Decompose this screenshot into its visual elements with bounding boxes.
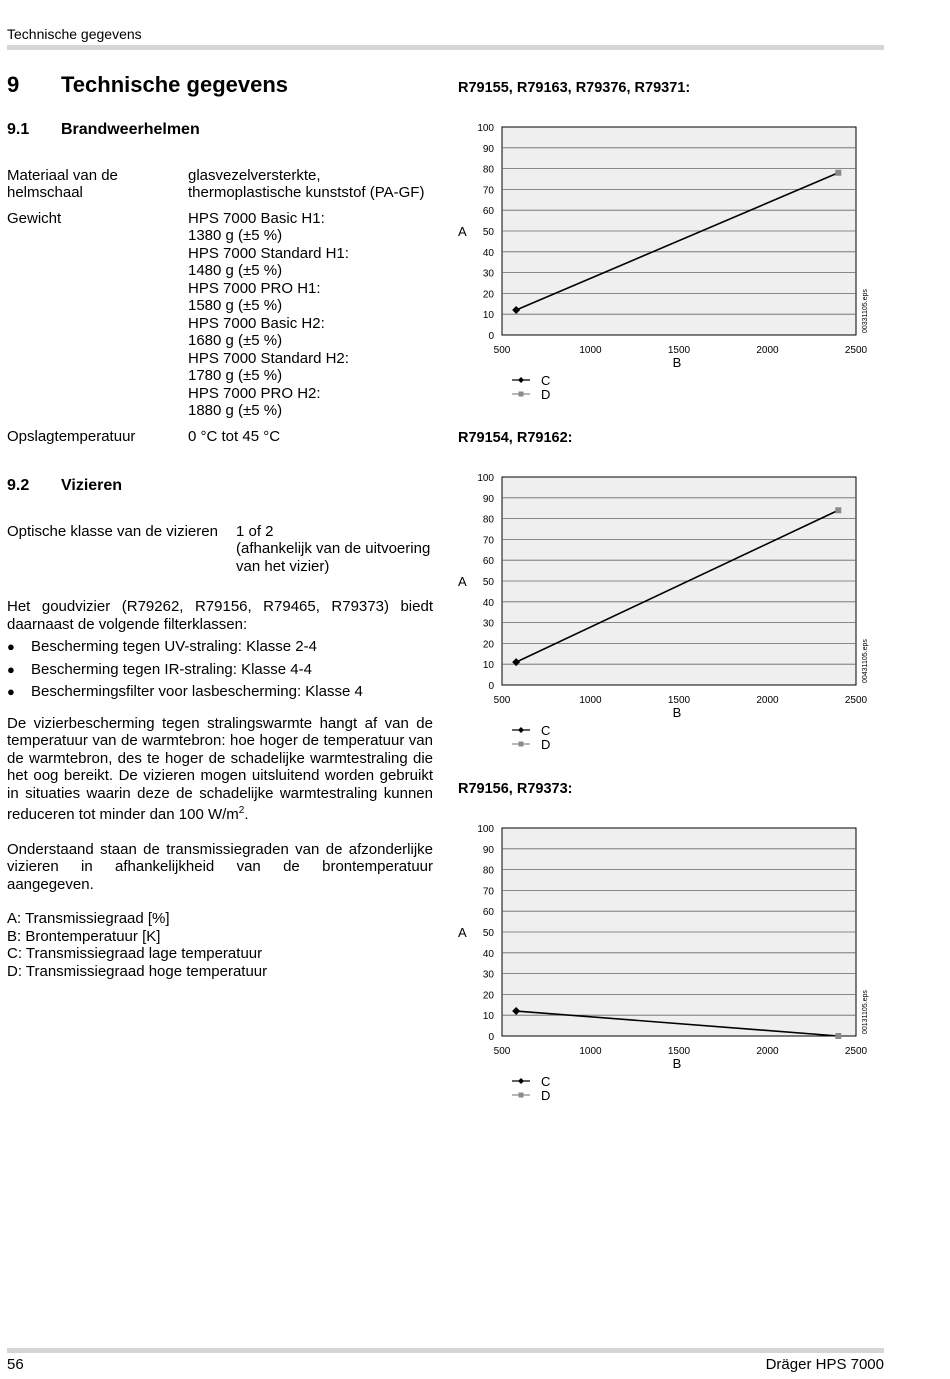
legend-label-c: C (541, 373, 551, 388)
chart-2 (450, 465, 880, 750)
footer-rule (7, 1348, 884, 1353)
legend-marker-d (519, 392, 524, 397)
file-tag: 00131105.eps (862, 990, 869, 1034)
value-line: glasvezelversterkte, (188, 166, 321, 184)
value-line: HPS 7000 Basic H2: (188, 314, 325, 332)
x-tick-label: 1000 (579, 1046, 602, 1057)
y-tick-label: 20 (482, 990, 494, 1002)
section-title: Brandweerhelmen (61, 121, 200, 138)
section-9-1-heading (7, 121, 433, 139)
section-title: Technische gegevens (61, 72, 289, 97)
legend-label-d: D (541, 1088, 551, 1103)
definition-b: B: Brontemperatuur [K] (7, 927, 161, 945)
spec-row (7, 210, 433, 420)
paragraph-text: De vizierbescherming tegen stralingswarmte hangt af van de temperatuur van de warmtebron: hoe hoger de temperatuur van de warmtebron, des te hoger de schadelijke warmtestraling die het oog bereikt. De vizieren mogen uitsluitend worden gebruikt in situaties waarin deze de schadelijke warmtestraling kunnen reduceren tot minder dan 100 W/m (7, 714, 433, 823)
bullet-icon: ● (7, 661, 15, 677)
spec-key: Optische klasse van de vizieren (7, 522, 218, 540)
key-line: Materiaal van de (7, 166, 118, 184)
spec-key (7, 210, 188, 420)
x-tick-label: 1000 (579, 345, 602, 356)
spec-value (188, 210, 433, 420)
data-point-d (835, 170, 841, 176)
spec-key (7, 167, 188, 202)
y-tick-label: 50 (482, 227, 494, 238)
list-item (7, 683, 433, 706)
y-tick-label: 10 (482, 1011, 494, 1023)
running-header: Technische gegevens (7, 26, 142, 42)
value-line: van het vizier) (236, 557, 330, 575)
value-line: (afhankelijk van de uitvoering (236, 540, 431, 557)
value-line: 0 °C tot 45 °C (188, 427, 281, 445)
list-item (7, 638, 433, 661)
x-tick-label: 2500 (844, 1046, 868, 1057)
y-tick-label: 60 (482, 907, 494, 919)
x-tick-label: 1000 (579, 695, 602, 706)
key-line: Opslagtemperatuur (7, 427, 136, 445)
y-tick-label: 30 (482, 969, 494, 981)
value-line: 1680 g (±5 %) (188, 332, 283, 349)
legend-marker-d (519, 1093, 524, 1098)
axis-definitions (7, 910, 433, 980)
value-line: HPS 7000 Standard H2: (188, 349, 349, 367)
legend-label-d: D (541, 387, 551, 402)
value-line: HPS 7000 PRO H2: (188, 384, 321, 402)
y-tick-label: 30 (482, 618, 494, 630)
section-9-heading (7, 72, 433, 106)
chart-1-title: R79155, R79163, R79376, R79371: (458, 80, 691, 96)
legend-marker-c (518, 377, 524, 383)
y-tick-label: 100 (477, 824, 494, 835)
y-tick-label: 0 (488, 1032, 494, 1043)
left-column (7, 72, 433, 980)
x-tick-label: 1500 (667, 345, 691, 356)
y-tick-label: 10 (482, 310, 494, 322)
y-tick-label: 10 (482, 660, 494, 672)
header-rule (7, 45, 884, 50)
y-tick-label: 60 (482, 206, 494, 218)
section-number: 9 (7, 72, 20, 97)
y-tick-label: 90 (482, 844, 494, 856)
section-9-2-heading (7, 477, 433, 495)
list-item-text: Beschermingsfilter voor lasbescherming: Klasse 4 (31, 683, 363, 700)
definition-a: A: Transmissiegraad [%] (7, 910, 170, 927)
y-tick-label: 90 (482, 143, 494, 155)
y-tick-label: 40 (482, 597, 494, 609)
x-tick-label: 1500 (667, 1046, 691, 1057)
spec-key (7, 428, 188, 446)
value-line: HPS 7000 Basic H1: (188, 209, 325, 227)
y-tick-label: 50 (482, 928, 494, 939)
x-tick-label: 2000 (756, 695, 779, 706)
y-tick-label: 100 (477, 123, 494, 134)
y-axis-label: A (458, 574, 467, 589)
chart-2-title: R79154, R79162: (458, 430, 573, 446)
x-tick-label: 500 (493, 1046, 511, 1057)
bullet-icon: ● (7, 639, 15, 654)
x-tick-label: 2000 (756, 1046, 779, 1057)
y-tick-label: 30 (482, 268, 494, 280)
optic-class-row (7, 523, 433, 576)
value-line: 1780 g (±5 %) (188, 367, 283, 384)
transmission-paragraph: Onderstaand staan de transmissiegraden van de afzonderlijke vizieren in afhankelijkheid van de brontemperatuur aangegeven. (7, 840, 433, 893)
bullet-icon: ● (7, 684, 15, 699)
y-tick-label: 50 (482, 577, 494, 588)
y-tick-label: 90 (482, 493, 494, 505)
superscript: 2 (238, 805, 245, 816)
x-tick-label: 2000 (756, 345, 779, 356)
y-tick-label: 0 (488, 681, 494, 692)
key-line: helmschaal (7, 184, 83, 201)
legend-label-c: C (541, 1074, 551, 1089)
chart-3-title: R79156, R79373: (458, 781, 573, 797)
heat-radiation-paragraph (7, 715, 433, 824)
legend-label-d: D (541, 737, 551, 752)
value-line: HPS 7000 Standard H1: (188, 244, 349, 262)
legend-marker-c (518, 727, 524, 733)
y-tick-label: 70 (482, 535, 494, 547)
chart-1 (450, 115, 880, 400)
y-tick-label: 70 (482, 185, 494, 197)
x-tick-label: 2500 (844, 695, 868, 706)
y-tick-label: 80 (482, 865, 494, 877)
x-tick-label: 2500 (844, 345, 868, 356)
value-line: 1380 g (±5 %) (188, 227, 283, 244)
y-tick-label: 60 (482, 556, 494, 568)
y-tick-label: 0 (488, 331, 494, 342)
value-line: 1480 g (±5 %) (188, 262, 283, 279)
x-tick-label: 1500 (667, 695, 691, 706)
helmet-spec-table (7, 167, 433, 446)
x-axis-label: B (672, 705, 682, 720)
definition-d: D: Transmissiegraad hoge temperatuur (7, 962, 268, 980)
x-tick-label: 500 (493, 345, 511, 356)
y-axis-label: A (458, 224, 467, 239)
x-axis-label: B (672, 1056, 682, 1071)
section-title: Vizieren (61, 477, 123, 494)
y-tick-label: 70 (482, 886, 494, 898)
data-point-d (835, 1033, 841, 1039)
footer-product: Dräger HPS 7000 (765, 1356, 884, 1373)
file-tag: 00431105.eps (862, 639, 869, 683)
x-axis-label: B (672, 355, 682, 370)
y-axis-label: A (458, 925, 467, 940)
legend-marker-d (519, 742, 524, 747)
section-number: 9.1 (7, 121, 30, 138)
list-item-text: Bescherming tegen IR-straling: Klasse 4-4 (31, 660, 312, 678)
value-line: HPS 7000 PRO H1: (188, 279, 321, 297)
definition-c: C: Transmissiegraad lage temperatuur (7, 945, 263, 962)
data-point-d (835, 507, 841, 513)
x-tick-label: 500 (493, 695, 511, 706)
list-item (7, 661, 433, 684)
y-tick-label: 80 (482, 164, 494, 176)
spec-row (7, 428, 433, 446)
value-line: 1580 g (±5 %) (188, 297, 283, 314)
legend-marker-c (518, 1078, 524, 1084)
section-number: 9.2 (7, 477, 30, 494)
y-tick-label: 40 (482, 247, 494, 259)
page-number: 56 (7, 1356, 24, 1373)
list-item-text: Bescherming tegen UV-straling: Klasse 2-4 (31, 638, 317, 655)
value-line: 1880 g (±5 %) (188, 402, 283, 419)
value-line: thermoplastische kunststof (PA-GF) (188, 184, 425, 201)
spec-value (188, 428, 433, 446)
y-tick-label: 100 (477, 473, 494, 484)
y-tick-label: 20 (482, 289, 494, 301)
value-line: 1 of 2 (236, 522, 274, 540)
paragraph-end: . (244, 806, 249, 823)
chart-3 (450, 816, 880, 1103)
y-tick-label: 80 (482, 514, 494, 526)
filter-class-list (7, 638, 433, 706)
y-tick-label: 20 (482, 639, 494, 651)
key-line: Gewicht (7, 209, 62, 227)
spec-value (236, 523, 433, 576)
y-tick-label: 40 (482, 948, 494, 960)
legend-label-c: C (541, 723, 551, 738)
file-tag: 00331105.eps (862, 289, 869, 333)
spec-row (7, 167, 433, 202)
spec-value (188, 167, 433, 202)
gold-visor-intro: Het goudvizier (R79262, R79156, R79465, R79373) biedt daarnaast de volgende filterklassen: (7, 598, 433, 633)
